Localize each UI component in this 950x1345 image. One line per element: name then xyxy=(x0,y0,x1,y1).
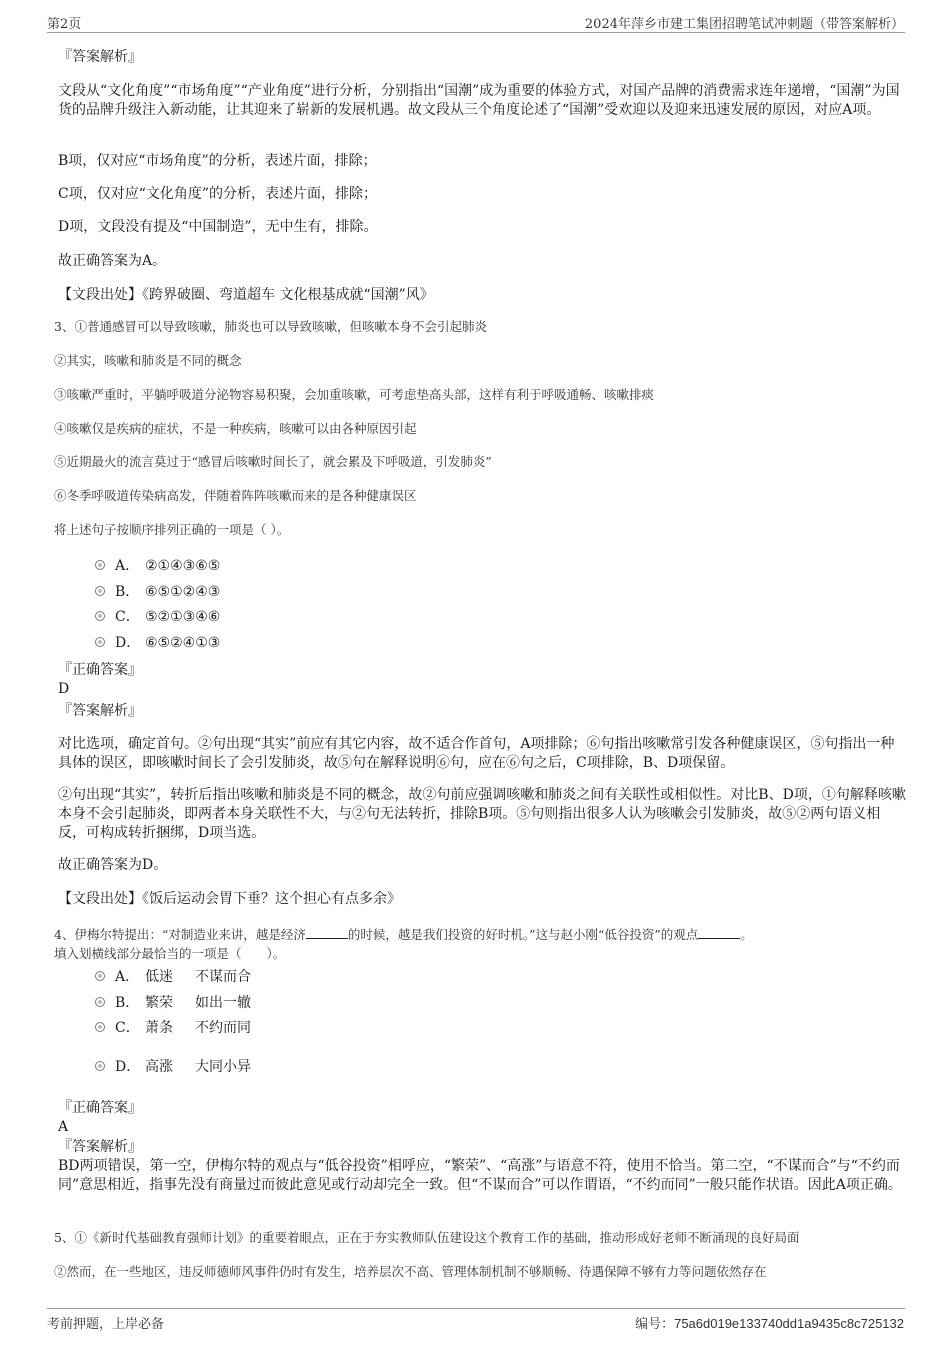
q4-answer-label: 『正确答案』 xyxy=(58,1100,142,1116)
analysis-line-d: D项，文段没有提及“中国制造”，无中生有，排除。 xyxy=(58,219,378,235)
q4-analysis: BD两项错误，第一空，伊梅尔特的观点与“低谷投资”相呼应，“繁荣”、“高涨”与语意不符，使用不恰当。第二空，“不谋而合”与“不约而同”意思相近，指事先没有商量过而彼此意见或行动却完全一致。但“不谋而合”可以作谓语，“不约而同”一般只能作状语。因此A项正确。 xyxy=(58,1158,902,1193)
fill-blank-1 xyxy=(306,926,348,939)
q3-answer-label: 『正确答案』 xyxy=(58,662,142,678)
analysis-paragraph: 文段从“文化角度”“市场角度”“产业角度”进行分析，分别指出“国潮”成为重要的体验方式，对国产品牌的消费需求连年递增，“国潮”为国货的品牌升级注入新动能，让其迎来了崭新的发展机遇。故文段从三个角度论述了“国潮”受欢迎以及迎来迅速发展的原因，对应A项。 xyxy=(58,83,900,118)
header-divider xyxy=(47,32,905,33)
q5-sentence-2: ②然而，在一些地区，违反师德师风事件仍时有发生，培养层次不高、管理体制机制不够顺畅、待遇保障不够有力等问题依然存在 xyxy=(54,1264,767,1279)
q3-analysis-label: 『答案解析』 xyxy=(58,703,142,719)
q4-option-b[interactable]: B． 繁荣 如出一辙 xyxy=(95,994,251,1012)
q3-option-c[interactable]: C． ⑤②①③④⑥ xyxy=(95,608,220,626)
radio-icon[interactable] xyxy=(95,997,105,1007)
radio-icon[interactable] xyxy=(95,611,105,621)
analysis-line-c: C项，仅对应“文化角度”的分析，表述片面，排除； xyxy=(58,186,378,202)
q3-prompt: 将上述句子按顺序排列正确的一项是（ ）。 xyxy=(54,522,290,537)
q3-answer: D xyxy=(58,681,70,697)
q3-sentence-4: ④咳嗽仅是疾病的症状，不是一种疾病，咳嗽可以由各种原因引起 xyxy=(54,421,417,436)
q5-sentence-1: 5、①《新时代基础教育强师计划》的重要着眼点，正在于夯实教师队伍建设这个教育工作的基础，推动形成好老师不断涌现的良好局面 xyxy=(54,1230,800,1245)
q3-sentence-5: ⑤近期最火的流言莫过于“感冒后咳嗽时间长了，就会累及下呼吸道，引发肺炎” xyxy=(54,454,492,469)
document-title: 2024年萍乡市建工集团招聘笔试冲刺题（带答案解析） xyxy=(584,17,904,32)
source-citation: 【文段出处】《跨界破圈、弯道超车 文化根基成就“国潮”风》 xyxy=(58,287,434,303)
q3-sentence-3: ③咳嗽严重时，平躺呼吸道分泌物容易积聚，会加重咳嗽，可考虑垫高头部，这样有利于呼吸通畅、咳嗽排痰 xyxy=(54,387,655,402)
q4-stem: 4、伊梅尔特提出：“对制造业来讲，越是经济 的时候，越是我们投资的好时机。”这与赵小刚“低谷投资”的观点 。 xyxy=(54,927,753,942)
q3-source: 【文段出处】《饭后运动会胃下垂？这个担心有点多余》 xyxy=(58,891,401,907)
footer-divider xyxy=(47,1308,905,1309)
radio-icon[interactable] xyxy=(95,637,105,647)
analysis-label: 『答案解析』 xyxy=(58,49,142,65)
q3-sentence-2: ②其实，咳嗽和肺炎是不同的概念 xyxy=(54,353,242,368)
q4-option-c[interactable]: C． 萧条 不约而同 xyxy=(95,1019,251,1037)
q4-option-a[interactable]: A． 低迷 不谋而合 xyxy=(95,968,251,986)
conclusion: 故正确答案为A。 xyxy=(58,253,167,269)
q3-sentence-1: 3、①普通感冒可以导致咳嗽，肺炎也可以导致咳嗽，但咳嗽本身不会引起肺炎 xyxy=(54,319,487,334)
q4-option-d[interactable]: D． 高涨 大同小异 xyxy=(95,1058,251,1076)
page-number: 第2页 xyxy=(47,17,82,32)
radio-icon[interactable] xyxy=(95,1061,105,1071)
radio-icon[interactable] xyxy=(95,1022,105,1032)
q3-conclusion: 故正确答案为D。 xyxy=(58,857,168,873)
radio-icon[interactable] xyxy=(95,560,105,570)
document-id: 编号：75a6d019e133740dd1a9435c8c725132 xyxy=(635,1316,904,1332)
footer-slogan: 考前押题，上岸必备 xyxy=(47,1317,165,1332)
q4-answer: A xyxy=(58,1119,69,1135)
q3-sentence-6: ⑥冬季呼吸道传染病高发，伴随着阵阵咳嗽而来的是各种健康误区 xyxy=(54,488,417,503)
q3-analysis-2: ②句出现“其实”，转折后指出咳嗽和肺炎是不同的概念，故②句前应强调咳嗽和肺炎之间有关联性或相似性。对比B、D项，①句解释咳嗽本身不会引起肺炎，即两者本身关联性不大，与②句无法转折，排除B项。⑤句则指出很多人认为咳嗽会引发肺炎，故⑤②两句语义相反，可构成转折捆绑，D项当选。 xyxy=(58,787,906,841)
q4-analysis-label: 『答案解析』 xyxy=(58,1139,142,1155)
analysis-line-b: B项，仅对应“市场角度”的分析，表述片面，排除； xyxy=(58,153,377,169)
radio-icon[interactable] xyxy=(95,971,105,981)
fill-blank-2 xyxy=(698,926,740,939)
radio-icon[interactable] xyxy=(95,586,105,596)
q4-prompt: 填入划横线部分最恰当的一项是（ ）。 xyxy=(54,946,286,961)
q3-option-d[interactable]: D． ⑥⑤②④①③ xyxy=(95,634,220,652)
q3-option-b[interactable]: B． ⑥⑤①②④③ xyxy=(95,583,220,601)
q3-option-a[interactable]: A． ②①④③⑥⑤ xyxy=(95,557,220,575)
q3-analysis-1: 对比选项，确定首句。②句出现“其实”前应有其它内容，故不适合作首句，A项排除；⑥句指出咳嗽常引发各种健康误区，⑤句指出一种具体的误区，即咳嗽时间长了会引发肺炎，故⑤句在解释说明⑥句，应在⑥句之后，C项排除，B、D项保留。 xyxy=(58,736,895,771)
